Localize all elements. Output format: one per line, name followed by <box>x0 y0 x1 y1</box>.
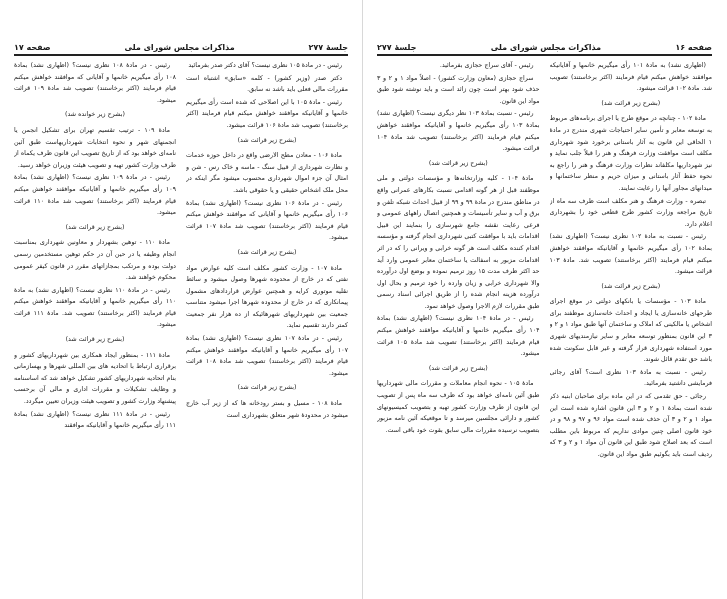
paragraph: مادهٔ ۱۰۲ - چنانچه در موقع طرح یا اجرای برنامه‌های مربوط به توسعه معابر و تأمین سایر احتیاجات شهری مندرج در مادهٔ ۱ الحاقی این قانون به آثار باستانی برخورد شود شهرداری مکلف است موافقت وزارت فرهنگ و هنر را قبلاً جلب نماید و نیز شهرداریها مکلفاند نظرات وزارت فرهنگ و هنر را راجع به نحوه حفظ آثار باستانی و میزان حریم و منظر ساختمانها و میدانهای مجاور آنها را رعایت نمایند. <box>549 115 712 192</box>
reading-note: (بشرح زیر قرائت شد) <box>601 99 661 107</box>
session-number: جلسهٔ ۲۷۷ <box>377 43 417 52</box>
paragraph: (اظهاری نشد) به مادهٔ ۱۰۱ رأی میگیریم خانمها و آقایانیکه موافقند خواهش میکنم قیام فرمایند (اکثر برخاستند) تصویب شد. مادهٔ ۱۰۲ قرائت میشود. <box>549 62 712 93</box>
paragraph: مادهٔ ۱۰۸ - مسیل و بستر رودخانه ها که از زیر آب خارج میشود در محدودهٔ شهر متعلق بشهرداری است <box>186 400 348 419</box>
paragraph: رئیس - در مادهٔ ۱۰۴ نظری نیست؟ (اظهاری نشد) بمادهٔ ۱۰۴ رأی میگیریم خانمها و آقایانیکه موافقند خواهش میکنم قیام فرمایند (اکثر برخاستند) تصویب شد مادهٔ ۱۰۵ قرائت میشود. <box>377 315 540 358</box>
publication-title: مذاکرات مجلس شورای ملی <box>490 43 602 52</box>
paragraph: رئیس - در مادهٔ ۱۰۵ نظری نیست؟ آقای دکتر صدر بفرمائید <box>188 62 342 69</box>
paragraph: مادهٔ ۱۰۹ - ترتیب تقسیم تهران برای تشکیل انجمن یا انجمنهای شهر و نحوه انتخابات شهرداریهاست طبق آئین نامه‌ای خواهد بود که از تاریخ تصویب این قانون ظرف یکماه از طرف وزارت کشور تهیه و تصویب هیئت وزیران خواهد رسید. <box>14 126 176 169</box>
reading-note: (بشرح زیر قرائت شد) <box>65 336 125 344</box>
paragraph: رئیس - در مادهٔ ۱۱۱ نظری نیست؟ (اظهاری نشد) بمادهٔ ۱۱۱ رأی میگیریم خانمها و آقایانیکه موافقند <box>14 410 176 430</box>
paragraph: رجائی - حق تقدمی که در این ماده برای صاحبان ابنیه ذکر شده است بمادهٔ ۱ و ۲ و ۳ این قانون اشاره شده است این مواد ۱ و ۲ و ۳ آن حذف شده است مواد ۹۶ و ۹۷ و ۹۸ و در خود قانون اصلی چنین موادی نداریم که مربوط باین مطلب است که بعد اصلاح شود طبق این قانون آن مواد ۱ و ۲ و ۳ که ردیف است باید بگوئیم طبق مواد این قانون. <box>549 393 712 458</box>
page-number: صفحه ۱۷ <box>14 43 51 52</box>
paragraph: مادهٔ ۱۰۳ - مؤسسات یا بانکهای دولتی در موقع اجرای طرحهای خانه‌سازی یا ایجاد و احداث خانه‌سازی موظفند برای اشخاص یا مالکینی که املاک و ساختمان آنها طبق مواد ۱ و ۲ و ۳ این قانون بمنظور توسعه معابر و سایر نیازمندیهای شهری مورد استفاده شهرداری قرار گرفته و غیر قابل سکونت شده باشد حق تقدم قائل شوند. <box>549 298 712 364</box>
text-column-right <box>550 60 713 590</box>
paragraph: رئیس - نسبت بمادهٔ ۱۰۳ نظر دیگری نیست؟ (اظهاری نشد) بمادهٔ ۱۰۳ رأی میگیریم خانمها و آقایانیکه موافقند خواهش میکنم قیام فرمایند (اکثر برخاستند) تصویب شد مادهٔ ۱۰۴ قرائت میشود. <box>377 110 540 153</box>
session-number: جلسهٔ ۲۷۷ <box>308 43 348 52</box>
paragraph: مادهٔ ۱۰۴ - کلیه وزارتخانه‌ها و مؤسسات دولتی و ملی موظفند قبل از هر گونه اقدامی نسبت بکارهای عمرانی واقع در مناطق مندرج در مادهٔ ۹۹ و ۹۹ از قبیل احداث شبکه تلفن و برق و آب و سایر تأسیسات و همچنین اتصال راههای عمومی و فرعی رعایت نقشه جامع شهرسازی را بنمایند این قبیل اقدامات باید با موافقت کتبی شهرداری انجام گرفته و مؤسسه اقدام کننده مکلف است هر گونه خرابی و ویرانی را که در اثر اقدامات مزبور به اسفالت یا ساختمان معابر عمومی وارد آید حد اکثر ظرف مدت ۱۵ روز ترمیم نموده و بوضع اول درآورده والا شهرداری خرابی و زیان وارده را خود ترمیم و بحال اول درآورده هزینه انجام شده را از طریق اجرائی اسناد رسمی طبق مقررات لازم الاجرا وصول خواهد نمود. <box>377 175 540 310</box>
paragraph: رئیس - در مادهٔ ۱۰۷ نظری نیست؟ (اظهاری نشد) بمادهٔ ۱۰۷ رأی میگیریم خانمها و آقایانیکه موافقند خواهش میکنم قیام فرمایند (اکثر برخاستند) تصویب شد مادهٔ ۱۰۸ قرائت میشود. <box>186 335 348 377</box>
reading-note: (بشرح زیر قرائت شد) <box>601 282 661 290</box>
page-17 <box>0 0 363 599</box>
reading-note: (بشرح زیر خوانده شد) <box>65 111 125 119</box>
paragraph: رئیس - در مادهٔ ۱۰۸ نظری نیست؟ (اظهاری نشد) بمادهٔ ۱۰۸ رأی میگیریم خانمها و آقایانی که موافقند خواهش میکنم قیام فرمایند (اکثر برخاستند) تصویب شد مادهٔ ۱۰۹ قرائت میشود. <box>14 62 176 104</box>
reading-note: (بشرح زیر قرائت شد) <box>65 223 125 231</box>
paragraph: رئیس - آقای سراج حجازی بفرمائید. <box>439 62 534 69</box>
paragraph: رئیس - نسبت به مادهٔ ۱۰۳ نظری است؟ آقای رجائی فرمایشی داشتید بفرمائید. <box>549 368 712 388</box>
paragraph: رئیس - در مادهٔ ۱۱۰ نظری نیست؟ (اظهاری نشد) به مادهٔ ۱۱۰ رأی میگیریم خانمها و آقایانیکه موافقند خواهش میکنم قیام فرمایند (اکثر برخاستند) تصویب شد. مادهٔ ۱۱۱ قرائت میشود. <box>14 286 176 329</box>
reading-note: (بشرح زیر قرائت شد) <box>237 384 297 392</box>
paragraph: رئیس - در مادهٔ ۱۰۹ نظری نیست؟ (اظهاری نشد) بمادهٔ ۱۰۹ رأی میگیریم خانمها و آقایانیکه موافقند خواهش میکنم قیام فرمایند (اکثر برخاستند) تصویب شد مادهٔ ۱۱۰ قرائت میشود. <box>14 174 176 217</box>
reading-note: (بشرح زیر قرائت شد) <box>428 159 488 167</box>
paragraph: رئیس - نسبت به مادهٔ ۱۰۲ نظری نیست؟ (اظهاری نشد) بمادهٔ ۱۰۲ رأی میگیریم خانمها و آقایانیکه موافقند خواهش میکنم قیام فرمایند (اکثر برخاستند) تصویب شد. مادهٔ ۱۰۳ قرائت میشود. <box>549 233 712 276</box>
paragraph: مادهٔ ۱۰۵ - نحوه انجام معاملات و مقررات مالی شهرداریها طبق آئین نامه‌ای خواهد بود که ظرف سه ماه پس از تصویب این قانون از طرف وزارت کشور تهیه و بتصویب کمیسیونهای کشور و دارائی مجلسین میرسد و تا موقعیکه آئین نامه مزبور بتصویب نرسیده مقررات مالی سابق بقوت خود باقی است. <box>377 380 540 434</box>
paragraph: دکتر صدر (وزیر کشور) - کلمه «سابق» اشتباه است مقررات مالی فعلی باید باشد نه سابق. <box>186 74 348 94</box>
paragraph: رئیس - در مادهٔ ۱۰۶ نظری نیست؟ (اظهاری نشد) بمادهٔ ۱۰۶ رأی میگیریم خانمها و آقایانی که موافقند خواهش میکنم قیام فرمایند (اکثر برخاستند) تصویب شد مادهٔ ۱۰۷ قرائت میشود. <box>186 199 348 242</box>
reading-note: (بشرح زیر قرائت شد) <box>237 248 297 256</box>
text-column-left <box>14 60 176 590</box>
paragraph: مادهٔ ۱۰۷ - وزارت کشور مکلف است کلیه عوارض مواد نفتی که در خارج از محدوده شهرها وصول میشود و سائط نقلیه موتوری کرایه و همچنین عوارض قراردادهای مشمول پیمانکاری که در خارج از محدوده شهرها اجرا میشود متناسب جمعیت بین شهرداریهای شهرهائیکه از ده هزار نفر جمعیت کمتر دارند تقسیم نماید. <box>186 264 348 330</box>
page-16 <box>363 0 726 599</box>
text-column-right <box>186 60 348 590</box>
paragraph: سراج حجازی (معاون وزارت کشور) - اصلاً مواد ۱ و ۲ و ۳ حذف شود بهتر است چون زائد است و باید نوشته شود طبق مواد این قانون. <box>377 74 540 105</box>
paragraph: مادهٔ ۱۰۶ - معادن مطح الارضی واقع در داخل حوزه خدمات و نظارت شهرداری از قبیل سنگ - ماسه و خاک رس - شن و امثال آن جزء اموال شهرداری محسوب میشود مگر اینکه در محل ملک اشخاص حقیقی و یا حقوقی باشد. <box>186 152 348 194</box>
reading-note: (بشرح زیر قرائت شد) <box>428 364 488 372</box>
text-column-left <box>377 60 540 590</box>
publication-title: مذاکرات مجلس شورای ملی <box>124 43 235 52</box>
page-header <box>14 38 348 56</box>
paragraph: مادهٔ ۱۱۱ - بمنظور ایجاد همکاری بین شهرداریهای کشور و برقراری ارتباط با اتحادیه های بین المللی شهرها و بهسازمانی بنام اتحادیه شهرداریهای کشور تشکیل خواهد شد که اساسنامه و وظایف تشکیلات و مقررات اداری و مالی آن برحسب پیشنهاد وزارت کشور و تصویب هیئت وزیران تعیین میگردد. <box>14 351 176 406</box>
paragraph: تبصره - وزارت فرهنگ و هنر مکلف است ظرف سه ماه از تاریخ مراجعه وزارت کشور طرح قطعی خود را بشهرداری اعلام دارد. <box>549 197 712 228</box>
paragraph: رئیس - مادهٔ ۱۰۵ با این اصلاحی که شده است رأی میگیریم خانمها و آقایانیکه موافقند خواهش میکنم قیام فرمایند (اکثر برخاستند) تصویب شد مادهٔ ۱۰۶ قرائت میشود. <box>186 98 348 129</box>
paragraph: مادهٔ ۱۱۰ - توهین بشهردار و معاونین شهرداری بمناسبت انجام وظیفه یا در حین آن در حکم توهین مستخدمین رسمی دولت بوده و مرتکب بمجازاتهای مقرر در قانون کیفر عمومی محکوم خواهند شد. <box>14 239 176 282</box>
page-number: صفحه ۱۶ <box>675 43 712 52</box>
reading-note: (بشرح زیر قرائت شد) <box>237 136 297 144</box>
page-header <box>377 38 712 56</box>
